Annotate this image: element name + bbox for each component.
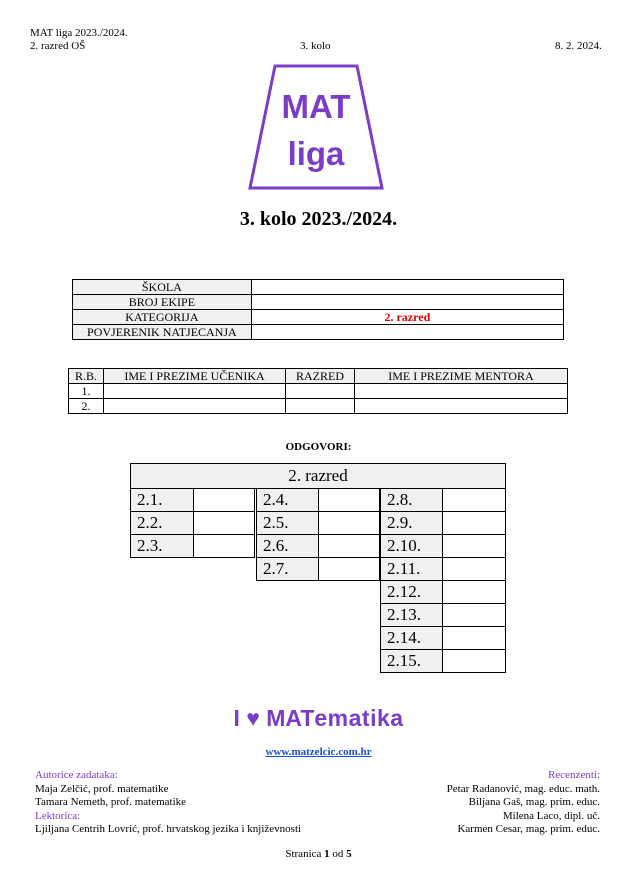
reviewer-name: Milena Laco, dipl. uč.	[502, 809, 600, 822]
page-number	[0, 848, 637, 860]
question-label: 2.3.	[130, 534, 194, 558]
answer-field[interactable]	[193, 534, 255, 558]
team-table	[68, 368, 568, 414]
team-number-field[interactable]	[251, 295, 563, 310]
answer-field[interactable]	[442, 557, 506, 581]
authors-label: Autorice zadataka:	[35, 769, 118, 781]
question-label: 2.4.	[256, 488, 319, 512]
answers-heading: ODGOVORI:	[285, 441, 352, 453]
row-number: 1.	[69, 384, 104, 399]
author-name: Maja Zelčić, prof. matematike	[35, 782, 169, 795]
col-student: IME I PREZIME UČENIKA	[104, 369, 286, 384]
student-name-field[interactable]	[104, 399, 286, 414]
credits-right	[447, 769, 600, 837]
mentor-name-field[interactable]	[355, 399, 568, 414]
logo-mat: MAT	[281, 88, 351, 125]
slogan-mat: MAT	[266, 705, 315, 731]
answer-field[interactable]	[442, 580, 506, 604]
row-number: 2.	[69, 399, 104, 414]
question-label: 2.11.	[380, 557, 443, 581]
category-value: 2. razred	[251, 310, 563, 325]
answer-field[interactable]	[442, 626, 506, 650]
commissioner-field[interactable]	[251, 325, 563, 340]
table-row	[73, 310, 564, 325]
commissioner-label: POVJERENIK NATJECANJA	[73, 325, 252, 340]
answer-field[interactable]	[193, 488, 255, 512]
student-grade-field[interactable]	[286, 384, 355, 399]
school-field[interactable]	[251, 280, 563, 295]
answer-field[interactable]	[442, 488, 506, 512]
page-prefix: Stranica	[285, 848, 322, 860]
website-area	[0, 746, 637, 758]
reviewer-name: Karmen Cesar, mag. prim. educ.	[457, 823, 600, 835]
question-label: 2.1.	[130, 488, 194, 512]
school-info-table	[72, 279, 564, 340]
col-rb: R.B.	[69, 369, 104, 384]
answer-field[interactable]	[442, 603, 506, 627]
logo-liga: liga	[287, 135, 345, 172]
answer-field[interactable]	[318, 511, 380, 535]
question-label: 2.10.	[380, 534, 443, 558]
slogan-prefix: I	[233, 705, 240, 731]
answer-field[interactable]	[442, 534, 506, 558]
table-row	[69, 384, 568, 399]
table-row	[73, 295, 564, 310]
table-row	[69, 399, 568, 414]
lector-name: Ljiljana Centrih Lovrić, prof. hrvatskog jezika i književnosti	[35, 823, 302, 835]
slogan-rest: ematika	[314, 705, 404, 731]
question-label: 2.13.	[380, 603, 443, 627]
page-current: 1	[324, 848, 330, 860]
header-round: 3. kolo	[300, 40, 331, 52]
question-label: 2.8.	[380, 488, 443, 512]
category-label: KATEGORIJA	[73, 310, 252, 325]
mentor-name-field[interactable]	[355, 384, 568, 399]
answer-field[interactable]	[442, 511, 506, 535]
credits-left	[35, 769, 301, 837]
col-grade: RAZRED	[286, 369, 355, 384]
reviewer-name: Petar Radanović, mag. educ. math.	[446, 782, 600, 795]
answer-field[interactable]	[318, 557, 380, 581]
question-label: 2.15.	[380, 649, 443, 673]
mat-liga-logo	[248, 64, 384, 190]
question-label: 2.12.	[380, 580, 443, 604]
answer-field[interactable]	[442, 649, 506, 673]
header-grade: 2. razred OŠ	[30, 40, 86, 52]
slogan	[0, 704, 637, 732]
student-name-field[interactable]	[104, 384, 286, 399]
page-of: od	[332, 848, 344, 860]
question-label: 2.5.	[256, 511, 319, 535]
answers-grid	[130, 463, 506, 673]
answers-category: 2. razred	[130, 463, 506, 489]
question-label: 2.9.	[380, 511, 443, 535]
school-label: ŠKOLA	[73, 280, 252, 295]
table-row	[73, 280, 564, 295]
question-label: 2.6.	[256, 534, 319, 558]
question-label: 2.7.	[256, 557, 319, 581]
table-row	[73, 325, 564, 340]
heart-icon: ♥	[246, 705, 260, 731]
page-title: 3. kolo 2023./2024.	[239, 208, 398, 230]
header-title: MAT liga 2023./2024.	[30, 27, 128, 39]
author-name: Tamara Nemeth, prof. matematike	[35, 796, 187, 808]
table-header-row	[69, 369, 568, 384]
answer-field[interactable]	[318, 488, 380, 512]
answer-field[interactable]	[318, 534, 380, 558]
header-date: 8. 2. 2024.	[555, 40, 602, 52]
col-mentor: IME I PREZIME MENTORA	[355, 369, 568, 384]
page-total: 5	[346, 848, 352, 860]
team-number-label: BROJ EKIPE	[73, 295, 252, 310]
question-label: 2.2.	[130, 511, 194, 535]
student-grade-field[interactable]	[286, 399, 355, 414]
reviewers-label: Recenzenti:	[548, 769, 600, 781]
answer-field[interactable]	[193, 511, 255, 535]
lector-label: Lektorica:	[35, 809, 81, 822]
question-label: 2.14.	[380, 626, 443, 650]
website-link[interactable]: www.matzelcic.com.hr	[265, 746, 372, 758]
reviewer-name: Biljana Gaš, mag. prim. educ.	[468, 796, 600, 808]
